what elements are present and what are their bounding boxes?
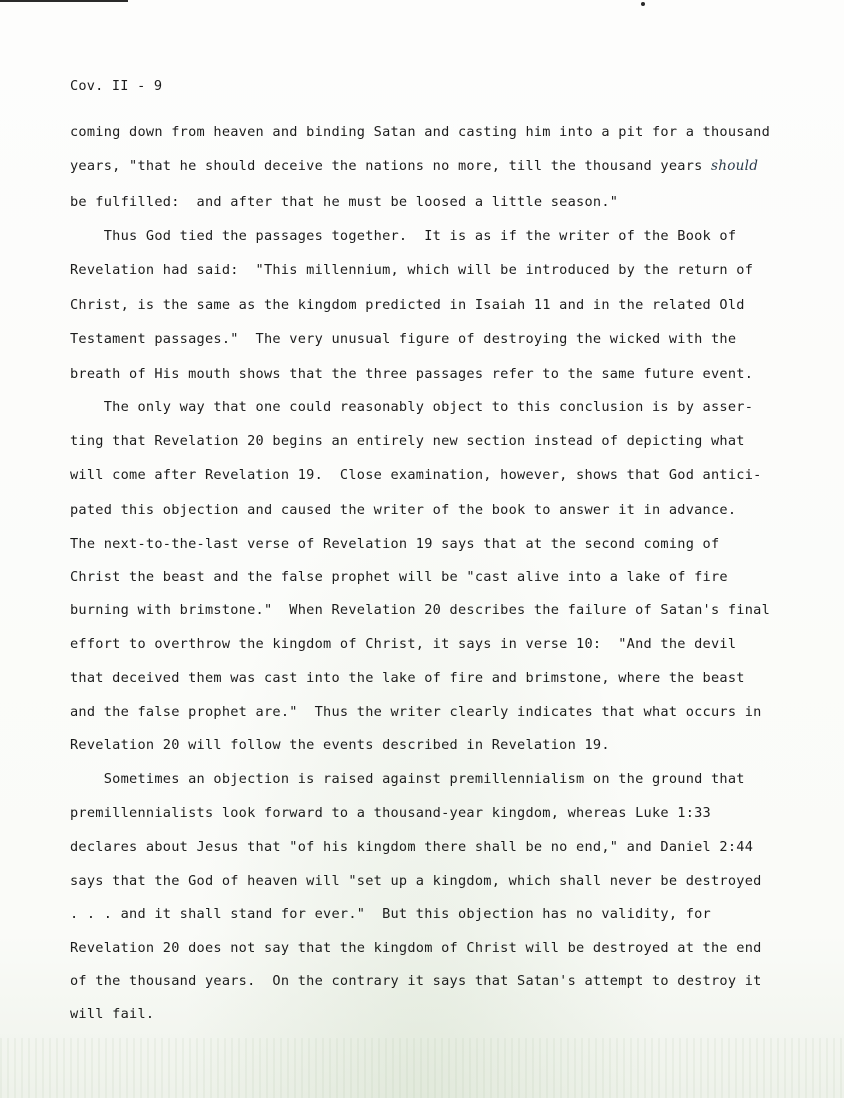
text-line: pated this objection and caused the writer of the book to answer it in advance. <box>70 502 737 518</box>
text-line: burning with brimstone." When Revelation 20 describes the failure of Satan's final <box>70 602 771 618</box>
text-line: Sometimes an objection is raised against premillennialism on the ground that <box>70 771 745 787</box>
text-line: of the thousand years. On the contrary it says that Satan's attempt to destroy it <box>70 973 762 989</box>
text-line-part: years, "that he should deceive the nations no more, till the thousand years <box>70 158 711 174</box>
top-rule <box>0 0 128 2</box>
text-line: Thus God tied the passages together. It is as if the writer of the Book of <box>70 228 737 244</box>
text-line: effort to overthrow the kingdom of Christ, it says in verse 10: "And the devil <box>70 636 737 652</box>
text-line: premillennialists look forward to a thousand-year kingdom, whereas Luke 1:33 <box>70 805 711 821</box>
text-line: The only way that one could reasonably object to this conclusion is by asser- <box>70 399 754 415</box>
text-line: The next-to-the-last verse of Revelation 19 says that at the second coming of <box>70 536 720 552</box>
text-line: Revelation had said: "This millennium, which will be introduced by the return of <box>70 262 754 278</box>
text-line: Revelation 20 will follow the events described in Revelation 19. <box>70 737 610 753</box>
text-line: will fail. <box>70 1006 155 1022</box>
text-line: be fulfilled: and after that he must be loosed a little season." <box>70 194 619 210</box>
text-line: Christ the beast and the false prophet will be "cast alive into a lake of fire <box>70 569 728 585</box>
text-line: and the false prophet are." Thus the writer clearly indicates that what occurs in <box>70 704 762 720</box>
text-line: . . . and it shall stand for ever." But this objection has no validity, for <box>70 906 711 922</box>
scan-noise <box>0 1038 844 1098</box>
text-line: will come after Revelation 19. Close examination, however, shows that God antici- <box>70 467 762 483</box>
text-line: Testament passages." The very unusual figure of destroying the wicked with the <box>70 331 737 347</box>
handwritten-insert: should <box>711 158 759 174</box>
text-line: says that the God of heaven will "set up a kingdom, which shall never be destroyed <box>70 873 762 889</box>
text-line: declares about Jesus that "of his kingdom there shall be no end," and Daniel 2:44 <box>70 839 754 855</box>
text-line: coming down from heaven and binding Satan and casting him into a pit for a thousand <box>70 124 771 140</box>
text-line: Christ, is the same as the kingdom predicted in Isaiah 11 and in the related Old <box>70 297 745 313</box>
text-line: Revelation 20 does not say that the kingdom of Christ will be destroyed at the end <box>70 940 762 956</box>
page-header: Cov. II - 9 <box>70 78 163 94</box>
text-line: that deceived them was cast into the lake of fire and brimstone, where the beast <box>70 670 745 686</box>
scan-speck <box>641 2 645 6</box>
text-line: ting that Revelation 20 begins an entirely new section instead of depicting what <box>70 433 745 449</box>
text-line: breath of His mouth shows that the three passages refer to the same future event. <box>70 366 754 382</box>
text-line <box>70 158 758 175</box>
